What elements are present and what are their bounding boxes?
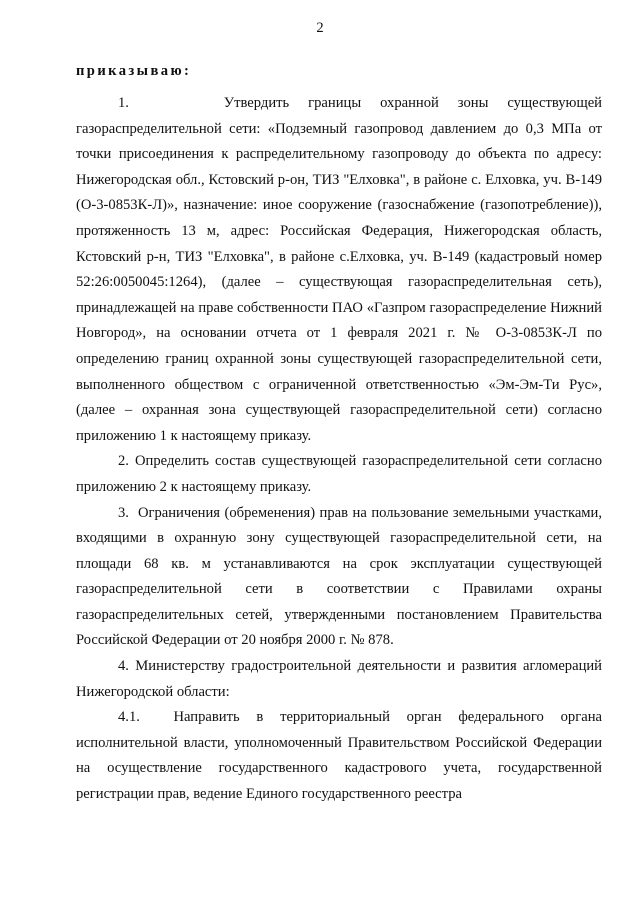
paragraph-3-restrictions: 3. Ограничения (обременения) прав на пользование земельными участками, входящими в охранную зону существующей газораспределительной сети, на площади 68 кв. м устанавливаются на срок эксплуатации существующей газораспределительной сети в соответствии с Правилами охраны газораспределительных сетей, утвержденными постановлением Правительства Российской Федерации от 20 ноября 2000 г. № 878.: [76, 504, 602, 649]
page-number: 2: [316, 20, 324, 36]
paragraph-4-ministry: 4. Министерству градостроительной деятельности и развития агломераций Нижегородской области:: [76, 658, 602, 700]
order-heading: приказываю:: [76, 63, 192, 79]
paragraph-1-approve-boundaries: 1. Утвердить границы охранной зоны существующей газораспределительной сети: «Подземный газопровод давлением до 0,3 МПа от точки присоединения к распределительному газопроводу до объекта по адресу: Нижегородская обл., Кстовский р-он, ТИЗ "Елховка", в районе с. Елховка, уч. В-149 (О-3-0853К-Л)», назначение: иное сооружение (газоснабжение (газопотребление)), протяженность 13 м, адрес: Российская Федерация, Нижегородская область, Кстовский р-н, ТИЗ "Елховка", в районе с.Елховка, уч. В-149 (кадастровый номер 52:26:0050045:1264), (далее – существующая газораспределительная сеть), принадлежащей на праве собственности ПАО «Газпром газораспределение Нижний Новгород», на основании отчета от 1 февраля 2021 г. № О-3-0853К-Л по определению границ охранной зоны существующей газораспределительной сети, выполненного обществом с ограниченной ответственностью «Эм-Эм-Ти Рус», (далее – охранная зона существующей газораспределительной сети) согласно приложению 1 к настоящему приказу.: [76, 95, 602, 444]
paragraph-4-1-send: 4.1. Направить в территориальный орган федерального органа исполнительной власти, уполномоченный Правительством Российской Федерации на осуществление государственного кадастрового учета, государственной регистрации прав, ведение Единого государственного реестра: [76, 709, 602, 803]
paragraph-2-network-composition: 2. Определить состав существующей газораспределительной сети согласно приложению 2 к настоящему приказу.: [76, 453, 602, 495]
document-body: [76, 91, 602, 808]
